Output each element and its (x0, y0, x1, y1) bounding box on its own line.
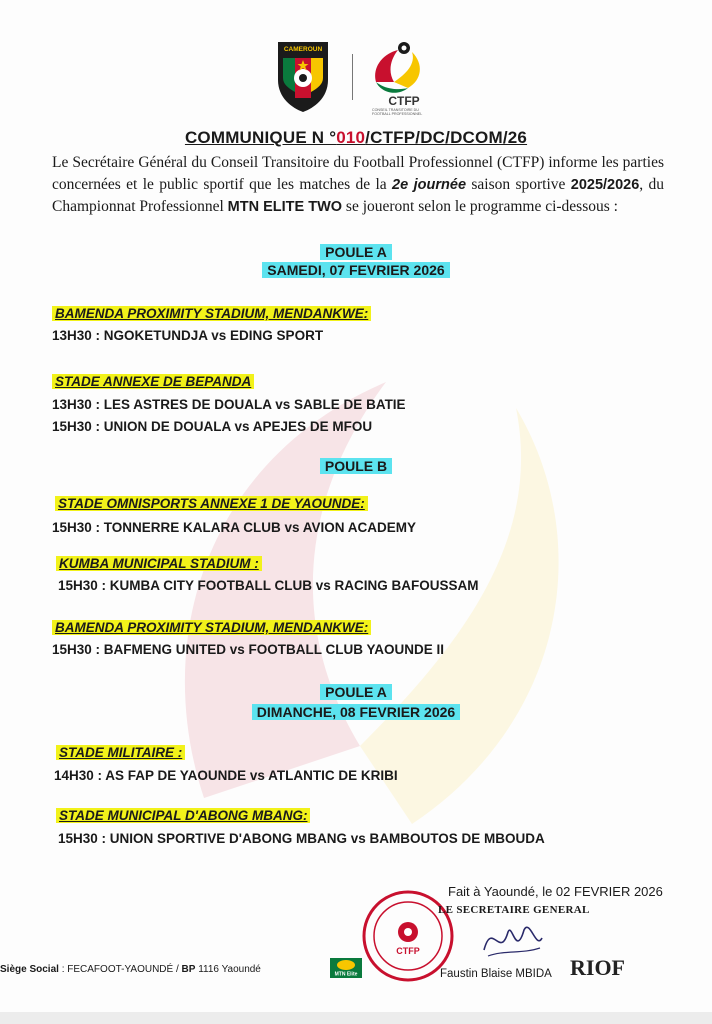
intro-journee: 2e journée (392, 177, 467, 193)
logo-divider (352, 54, 353, 100)
header-logos (0, 40, 712, 120)
place-and-date: Fait à Yaoundé, le 02 FEVRIER 2026 (448, 884, 663, 899)
title-number: 010 (336, 128, 366, 147)
bottom-bar (0, 1012, 712, 1024)
match-row: 15H30 : KUMBA CITY FOOTBALL CLUB vs RACING BAFOUSSAM (58, 578, 479, 593)
match-row: 15H30 : UNION DE DOUALA vs APEJES DE MFOU (52, 419, 373, 434)
svg-text:MTN Elite: MTN Elite (334, 971, 358, 978)
intro-text-1: Le Secrétaire Général du Conseil Transitoire du Football Professionnel (CTFP) informe les parties concernées et le public sportif que les matches de la (52, 154, 664, 193)
venue-abong-mbang: STADE MUNICIPAL D'ABONG MBANG: (56, 808, 310, 823)
mtn-elite-logo-icon (330, 958, 362, 978)
fecafoot-crest-label (274, 43, 332, 53)
intro-text-2: saison sportive (466, 176, 571, 193)
riof-logo: RIOF (570, 955, 625, 980)
intro-paragraph (52, 152, 664, 218)
intro-text-3: , du Championnat Professionnel (52, 176, 665, 215)
title-suffix: /CTFP/DC/DCOM/26 (365, 128, 528, 147)
svg-text:CAMEROUN: CAMEROUN (283, 46, 323, 53)
siege-social: Siège Social : FECAFOOT-YAOUNDÉ / BP 1116 Yaoundé (0, 964, 261, 975)
match-row: 13H30 : LES ASTRES DE DOUALA vs SABLE DE BATIE (52, 397, 406, 412)
ctfp-logo-text: CTFP (388, 94, 420, 108)
svg-text:CTFP: CTFP (396, 946, 420, 956)
match-row: 13H30 : NGOKETUNDJA vs EDING SPORT (52, 328, 324, 343)
match-row: 15H30 : BAFMENG UNITED vs FOOTBALL CLUB YAOUNDE II (52, 642, 445, 657)
match-row: 15H30 : UNION SPORTIVE D'ABONG MBANG vs BAMBOUTOS DE MBOUDA (58, 831, 545, 846)
venue-omnisports-annexe: STADE OMNISPORTS ANNEXE 1 DE YAOUNDE: (55, 496, 368, 511)
title-prefix: COMMUNIQUE N ° (184, 128, 337, 147)
venue-bamenda-1: BAMENDA PROXIMITY STADIUM, MENDANKWE: (52, 306, 371, 321)
poule-a-sunday-heading: POULE A (0, 684, 712, 702)
match-row: 15H30 : TONNERRE KALARA CLUB vs AVION ACADEMY (52, 520, 417, 535)
handwritten-signature-icon (478, 910, 548, 970)
intro-season: 2025/2026 (570, 177, 640, 193)
match-row: 14H30 : AS FAP DE YAOUNDE vs ATLANTIC DE KRIBI (54, 768, 398, 783)
venue-bamenda-2: BAMENDA PROXIMITY STADIUM, MENDANKWE: (52, 620, 371, 635)
signatory-name: Faustin Blaise MBIDA (440, 968, 552, 980)
poule-a-sunday-date: DIMANCHE, 08 FEVRIER 2026 (0, 704, 712, 722)
ctfp-logo-subtitle: CONSEIL TRANSITOIRE DU FOOTBALL PROFESSIONNEL (372, 108, 423, 116)
intro-league: MTN ELITE TWO (227, 199, 343, 215)
poule-a-heading: POULE A (0, 244, 712, 262)
poule-b-heading: POULE B (0, 458, 712, 476)
intro-text-4: se joueront selon le programme ci-dessous : (342, 198, 618, 215)
stamp-label (360, 944, 456, 956)
venue-stade-militaire: STADE MILITAIRE : (56, 745, 185, 760)
communique-title (0, 128, 712, 148)
venue-kumba: KUMBA MUNICIPAL STADIUM : (56, 556, 262, 571)
venue-bepanda: STADE ANNEXE DE BEPANDA (52, 374, 254, 389)
signatory-title: LE SECRETAIRE GENERAL (438, 904, 590, 916)
poule-a-date: SAMEDI, 07 FEVRIER 2026 (0, 262, 712, 280)
